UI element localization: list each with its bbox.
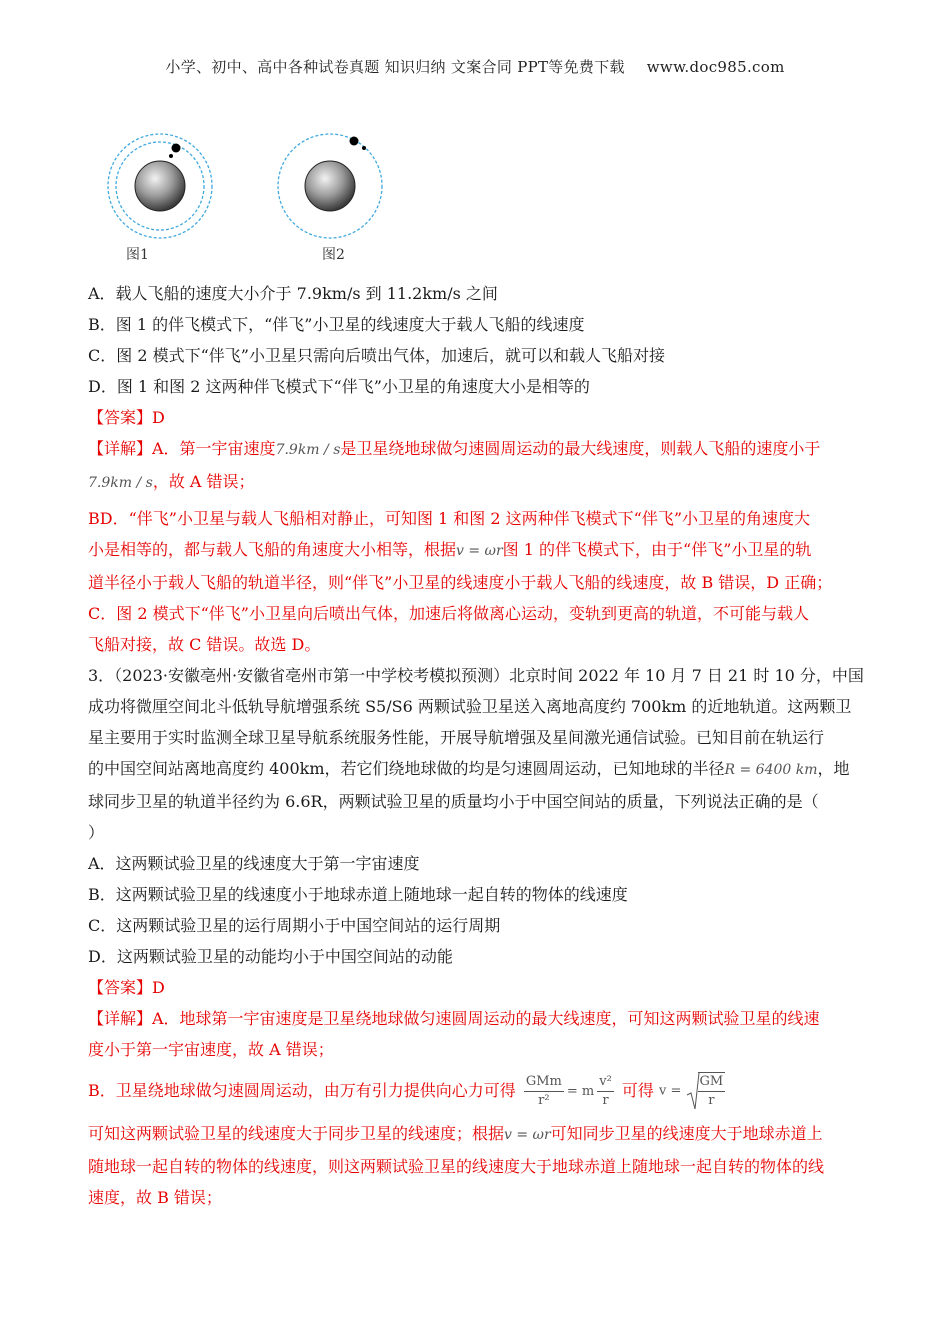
q2-detail-bd-line1: BD．“伴飞”小卫星与载人飞船相对静止，可知图 1 和图 2 这两种伴飞模式下“伴飞”小卫星的角速度大 (88, 509, 811, 528)
q2-option-c: C．图 2 模式下“伴飞”小卫星只需向后喷出气体，加速后，就可以和载人飞船对接 (88, 346, 665, 365)
q2-detail-bd-line3: 道半径小于载人飞船的轨道半径，则“伴飞”小卫星的线速度小于载人飞船的线速度，故 B 错误，D 正确； (88, 573, 833, 592)
q3-detail-a-line1: 【详解】A．地球第一宇宙速度是卫星绕地球做匀速圆周运动的最大线速度，可知这两颗试验卫星的线速 (88, 1009, 820, 1028)
q3-detail-b-line4: 速度，故 B 错误； (88, 1187, 222, 1207)
math-v-omega-r-2: v = ωr (504, 1126, 551, 1143)
math-first-cosmic-velocity: 7.9km / s (275, 442, 341, 458)
q3-stem-line6: ） (88, 823, 105, 842)
header-url: www.doc985.com (646, 58, 785, 76)
math-gravity-equation: $\frac{\text{GMm}}{\text{r²}}$ = m $\frac{\text{v²}}{r}$ (525, 1073, 612, 1108)
q3-option-d: D．这两颗试验卫星的动能均小于中国空间站的动能 (88, 947, 453, 966)
q2-detail-a-line1: 【详解】A．第一宇宙速度7.9km / s是卫星绕地球做匀速圆周运动的最大线速度，则载人飞船的速度小于 (88, 439, 821, 458)
figure-2-diagram (278, 134, 382, 238)
q3-stem-line3: 星主要用于实时监测全球卫星导航系统服务性能，开展导航增强及星间激光通信试验。已知目前在轨运行 (88, 728, 825, 747)
q2-detail-c-line1: C．图 2 模式下“伴飞”小卫星向后喷出气体，加速后将做离心运动，变轨到更高的轨道，不可能与载人 (88, 604, 809, 623)
q3-option-b: B．这两颗试验卫星的线速度小于地球赤道上随地球一起自转的物体的线速度 (88, 885, 628, 904)
orbit-figures (80, 128, 400, 268)
document-body (88, 278, 868, 1213)
q3-option-a: A．这两颗试验卫星的线速度大于第一宇宙速度 (88, 854, 420, 873)
q3-detail-b-line2: 可知这两颗试验卫星的线速度大于同步卫星的线速度；根据v = ωr可知同步卫星的线速度大于地球赤道上 (88, 1123, 823, 1143)
q2-detail-a-line2: 7.9km / s，故 A 错误； (88, 472, 255, 491)
q3-detail-a-line2: 度小于第一宇宙速度，故 A 错误； (88, 1040, 334, 1059)
q3-stem-line2: 成功将微厘空间北斗低轨导航增强系统 S5/S6 两颗试验卫星送入离地高度约 700km 的近地轨道。这两颗卫 (88, 697, 852, 716)
q3-stem-line1: 3．（2023·安徽亳州·安徽省亳州市第一中学校考模拟预测）北京时间 2022 年 10 月 7 日 21 时 10 分，中国 (88, 666, 864, 685)
math-velocity-formula: v = $\frac{GM}{r}$ (659, 1073, 724, 1108)
q3-detail-b-line1: B．卫星绕地球做匀速圆周运动，由万有引力提供向心力可得 $\frac{\text{GMm}}{\text{r²}}$ = m $\frac{\text{v²}}{r}$ 可得 v = $\frac{GM}{r}$ (88, 1069, 868, 1114)
q3-answer: 【答案】D (88, 978, 165, 997)
q2-detail-bd-line2: 小是相等的，都与载人飞船的角速度大小相等，根据v = ωr图 1 的伴飞模式下，由于“伴飞”小卫星的轨 (88, 540, 812, 559)
q2-answer: 【答案】D (88, 408, 165, 427)
q2-option-d: D．图 1 和图 2 这两种伴飞模式下“伴飞”小卫星的角速度大小是相等的 (88, 377, 590, 396)
math-first-cosmic-velocity-2: 7.9km / s (88, 475, 153, 491)
q2-option-b: B．图 1 的伴飞模式下，“伴飞”小卫星的线速度大于载人飞船的线速度 (88, 315, 585, 334)
q2-option-a: A．载人飞船的速度大小介于 7.9km/s 到 11.2km/s 之间 (88, 284, 498, 303)
q3-stem-line4: 的中国空间站离地高度约 400km，若它们绕地球做的均是匀速圆周运动，已知地球的半径R = 6400 km，地 (88, 759, 850, 778)
q2-detail-c-line2: 飞船对接，故 C 错误。故选 D。 (88, 635, 321, 654)
math-earth-radius: R = 6400 km (724, 762, 818, 778)
figure-2-caption: 图2 (322, 247, 345, 263)
math-v-omega-r: v = ωr (456, 543, 503, 559)
figure-1-caption: 图1 (126, 247, 149, 263)
q3-option-c: C．这两颗试验卫星的运行周期小于中国空间站的运行周期 (88, 916, 501, 935)
q3-stem-line5: 球同步卫星的轨道半径约为 6.6R，两颗试验卫星的质量均小于中国空间站的质量，下列说法正确的是（ (88, 792, 819, 811)
header-left-text: 小学、初中、高中各种试卷真题 知识归纳 文案合同 PPT等免费下载 (165, 58, 625, 76)
page-header (0, 56, 950, 77)
q3-detail-b-line3: 随地球一起自转的物体的线速度，则这两颗试验卫星的线速度大于地球赤道上随地球一起自转的物体的线 (88, 1156, 825, 1176)
figure-1-diagram (108, 134, 212, 238)
